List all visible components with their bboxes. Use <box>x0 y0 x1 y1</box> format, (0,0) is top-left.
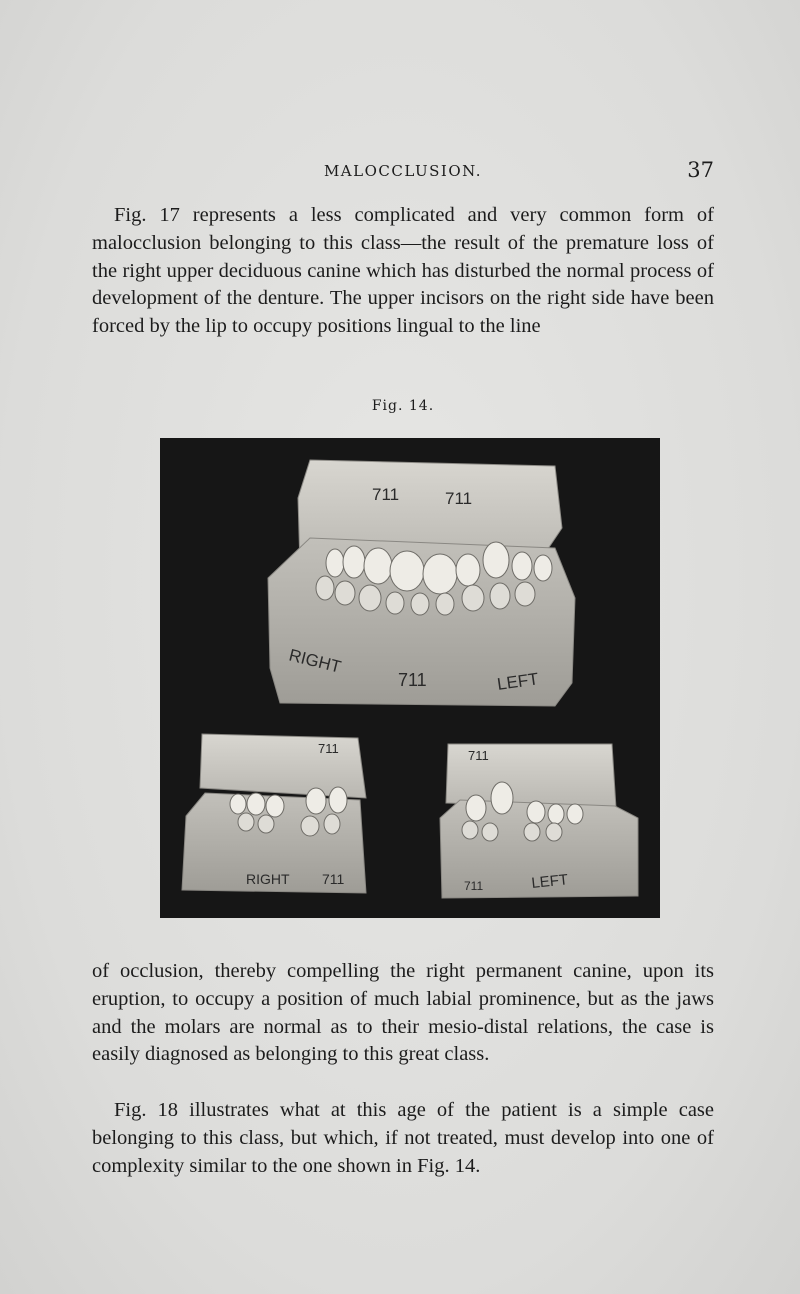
cast-label-top-b: 711 <box>445 489 473 508</box>
paragraph-fig18: Fig. 18 illustrates what at this age of the patient is a simple case belonging to this class, but which, if not treated, must develop into one of complexity similar to the one shown in Fig. 14. <box>92 1099 714 1177</box>
cast-label-top-a: 711 <box>372 485 400 504</box>
figure-caption: Fig. 14. <box>371 398 435 414</box>
page-header <box>92 158 714 188</box>
small-left-label-num: 711 <box>322 871 345 887</box>
small-left-label-top: 711 <box>318 741 339 756</box>
cast-label-center: 711 <box>398 670 427 690</box>
small-cast-right-side <box>182 734 366 893</box>
page-number: 37 <box>687 158 714 182</box>
small-right-label-left: LEFT <box>530 871 569 892</box>
small-left-label-right: RIGHT <box>246 871 290 887</box>
dental-casts-photo <box>160 438 660 918</box>
cast-label-left: LEFT <box>495 669 540 694</box>
small-right-label-top: 711 <box>468 748 489 763</box>
cast-label-right: RIGHT <box>287 645 343 677</box>
small-cast-left-side <box>440 744 638 898</box>
figure-plate-dental-casts <box>160 438 660 918</box>
paragraph-fig17: Fig. 17 represents a less complicated and very common form of malocclusion belonging to this class—the result of the premature loss of the right upper deciduous canine which has disturbed the normal process of development of the denture. The upper incisors on the right side have been forced by the lip to occupy positions lingual to the line <box>92 204 714 338</box>
main-dental-cast <box>268 460 575 706</box>
paragraph-continued: of occlusion, thereby compelling the right permanent canine, upon its eruption, to occupy a position of much labial prominence, but as the jaws and the molars are normal as to their mesio-distal relations, the case is easily diagnosed as belonging to this great class. <box>92 960 714 1066</box>
running-title: MALOCCLUSION. <box>323 162 483 180</box>
small-right-label-num: 711 <box>464 879 484 893</box>
